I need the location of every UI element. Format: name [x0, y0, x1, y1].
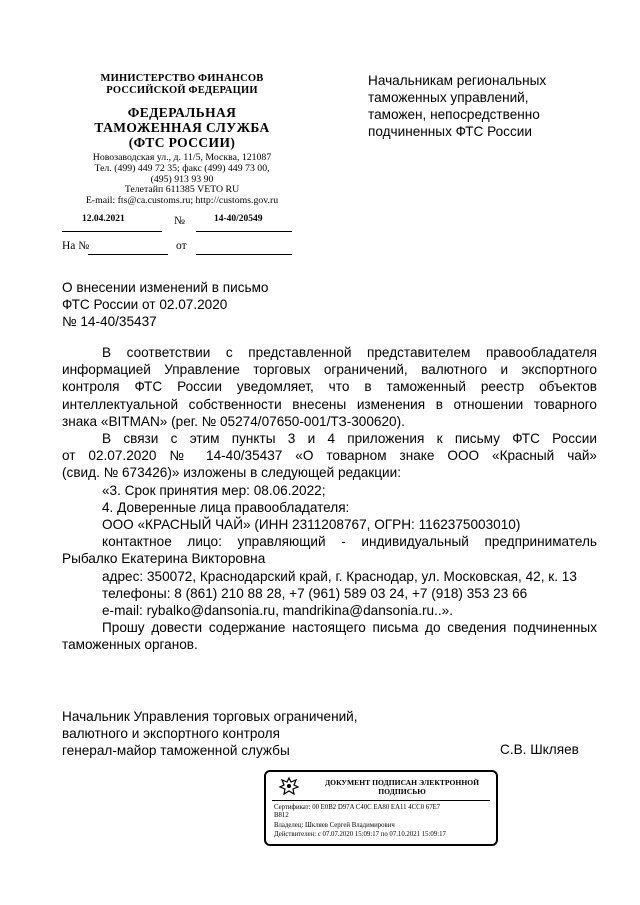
body-line: Прошу довести содержание настоящего письма до сведения подчиненных [102, 620, 597, 636]
stamp-title [314, 778, 490, 796]
body-line: e-mail: rybalko@dansonia.ru, mandrikina@dansonia.ru..». [102, 603, 454, 619]
address-line: (495) 913 93 90 [150, 173, 214, 185]
stamp-title-line: ДОКУМЕНТ ПОДПИСАН ЭЛЕКТРОННОЙ [324, 778, 480, 787]
number-underline [196, 230, 292, 232]
body-line: знака «BITMAN» (рег. № 05274/07650-001/ТЗ-300620). [62, 413, 405, 429]
subject-line: № 14-40/35437 [62, 314, 157, 330]
subject-line: О внесении изменений в письмо [62, 280, 269, 295]
service-header [60, 105, 304, 150]
addressee-line: Начальникам региональных [368, 73, 547, 88]
date-underline [62, 230, 162, 232]
body-line: интеллектуальной собственности внесены изменения в отношении товарного [62, 396, 597, 412]
address-line: Тел. (499) 449 72 35; факс (499) 449 73 00, [94, 162, 270, 174]
from-underline [196, 253, 292, 255]
eagle-emblem-icon [278, 776, 300, 802]
stamp-title-line: ПОДПИСЬЮ [378, 787, 426, 796]
stamp-certificate-cont: B812 [274, 812, 289, 819]
stamp-validity: Действителен: с 07.07.2020 15:09:17 по 07.10.2021 15:09:17 [274, 831, 446, 838]
reference-label: На № [62, 240, 90, 252]
body-line: (свид. № 673426)» изложены в следующей редакции: [62, 465, 401, 481]
e-signature-stamp [264, 770, 498, 846]
address-line: Новозаводская ул., д. 11/5, Москва, 121087 [92, 152, 272, 163]
position-line: генерал-майор таможенной службы [62, 743, 290, 759]
service-line: ТАМОЖЕННАЯ СЛУЖБА [94, 120, 270, 135]
ministry-line: РОССИЙСКОЙ ФЕДЕРАЦИИ [106, 85, 258, 96]
address-line: E-mail: fts@ca.customs.ru; http://customs.gov.ru [85, 195, 279, 207]
body-line: В соответствии с представленной представителем правообладателя [102, 345, 597, 360]
body-line: В связи с этим пункты 3 и 4 приложения к письму ФТС России [102, 431, 597, 447]
addressee-block [368, 72, 598, 140]
stamp-owner: Владелец: Шкляев Сергей Владимирович [274, 822, 395, 829]
addressee-line: подчиненных ФТС России [368, 124, 532, 139]
reference-underline [88, 253, 168, 255]
ministry-header [60, 73, 304, 97]
stamp-divider [272, 800, 490, 801]
body-line: информацией Управление торговых ограничений, валютного и экспортного [62, 362, 597, 378]
body-line: Рыбалко Екатерина Викторовна [62, 551, 266, 567]
from-label: от [176, 240, 187, 252]
body-line: ООО «КРАСНЫЙ ЧАЙ» (ИНН 2311208767, ОГРН: 1162375003010) [102, 517, 521, 533]
service-line: (ФТС РОССИИ) [128, 135, 236, 150]
position-line: валютного и экспортного контроля [62, 726, 280, 742]
subject-line: ФТС России от 02.07.2020 [62, 297, 228, 313]
sender-address [60, 153, 304, 207]
stamp-certificate: Сертификат: 00 E0B2 D97A C40C EA80 EA11 4CC0 67E7 [274, 804, 441, 811]
ministry-line: МИНИСТЕРСТВО ФИНАНСОВ [100, 73, 264, 84]
body-line: телефоны: 8 (861) 210 88 28, +7 (961) 589 03 24, +7 (918) 353 23 66 [102, 585, 528, 601]
signer-name: С.В. Шкляев [500, 742, 579, 757]
registration-number: 14-40/20549 [214, 214, 263, 224]
registration-date: 12.04.2021 [82, 214, 125, 224]
address-line: Телетайп 611385 VETO RU [124, 184, 240, 196]
position-line: Начальник Управления торговых ограничений, [62, 709, 358, 724]
letter-body [62, 344, 597, 654]
service-line: ФЕДЕРАЛЬНАЯ [127, 105, 237, 120]
body-line: от 02.07.2020 № 14-40/35437 «О товарном знаке ООО «Красный чай» [62, 448, 597, 464]
addressee-line: таможен, непосредственно [368, 107, 540, 122]
number-sign: № [174, 215, 185, 227]
body-line: адрес: 350072, Краснодарский край, г. Краснодар, ул. Московская, 42, к. 13 [102, 568, 577, 584]
body-line: 4. Доверенные лица правообладателя: [102, 499, 350, 515]
signatory-position [62, 708, 358, 760]
addressee-line: таможенных управлений, [368, 90, 529, 105]
body-line: «3. Срок принятия мер: 08.06.2022; [102, 482, 326, 498]
body-line: контроля ФТС России уведомляет, что в таможенный реестр объектов [62, 379, 597, 395]
letter-subject [62, 279, 268, 331]
body-line: контактное лицо: управляющий - индивидуальный предприниматель [102, 534, 597, 550]
body-line: таможенных органов. [62, 637, 198, 653]
